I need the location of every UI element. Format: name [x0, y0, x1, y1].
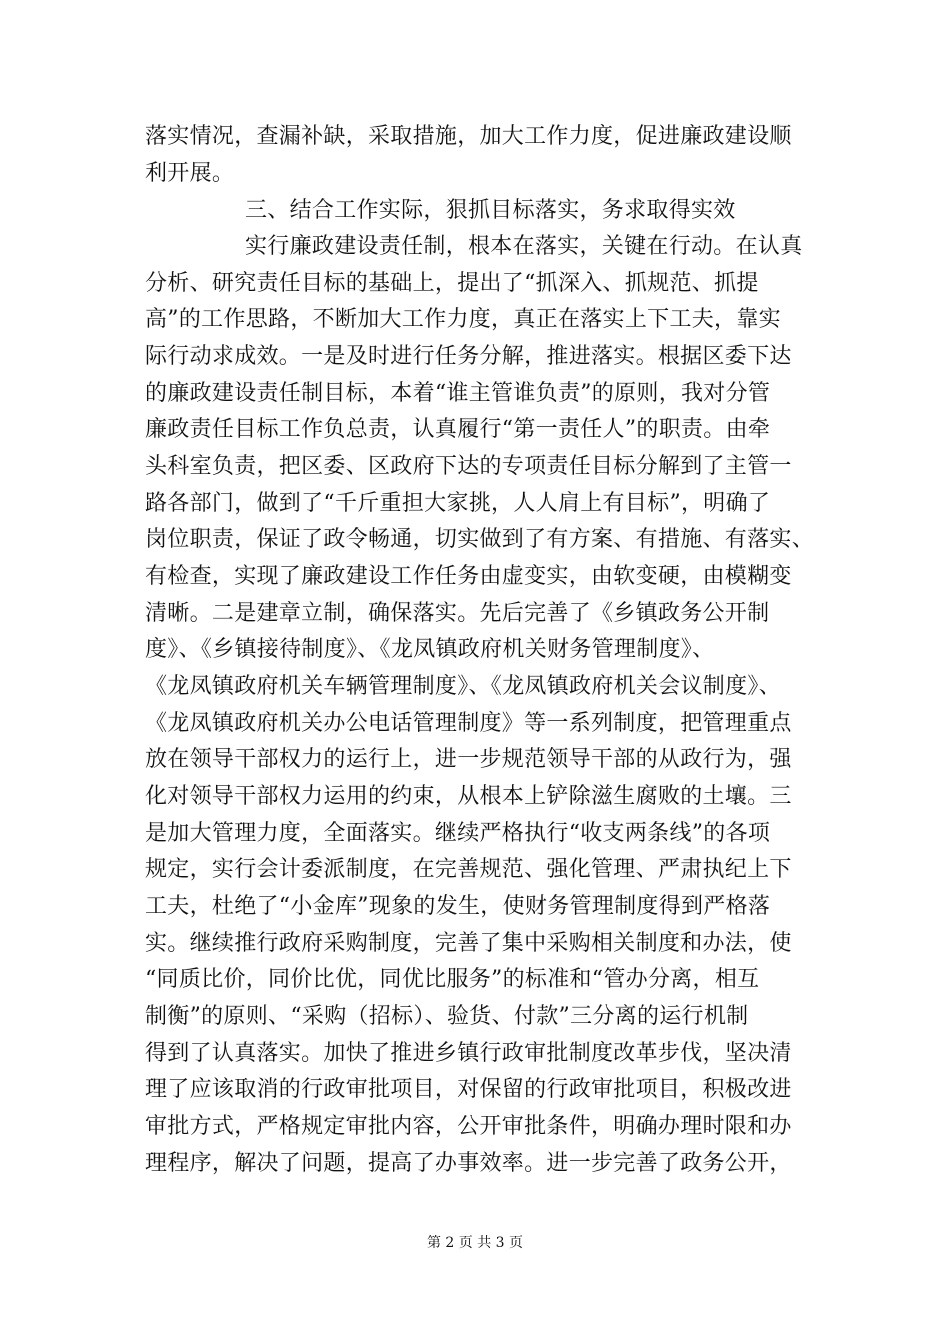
text-line: 清晰。二是建章立制，确保落实。先后完善了《乡镇政务公开制: [145, 601, 770, 626]
section-heading: 三、结合工作实际，狠抓目标落实，务求取得实效: [245, 198, 736, 223]
text-line: 审批方式，严格规定审批内容，公开审批条件，明确办理时限和办: [145, 1114, 792, 1139]
page-number: 第 2 页 共 3 页: [426, 1235, 524, 1251]
text-line: 路各部门，做到了“千斤重担大家挑，人人肩上有目标”，明确了: [145, 491, 771, 516]
text-line: 化对领导干部权力运用的约束，从根本上铲除滋生腐败的土壤。三: [145, 784, 792, 809]
text-line: 分析、研究责任目标的基础上，提出了“抓深入、抓规范、抓提: [145, 271, 759, 296]
text-line: 落实情况，查漏补缺，采取措施，加大工作力度，促进廉政建设顺: [145, 124, 792, 149]
text-line: 得到了认真落实。加快了推进乡镇行政审批制度改革步伐，坚决清: [145, 1041, 792, 1066]
text-line: 头科室负责，把区委、区政府下达的专项责任目标分解到了主管一: [145, 454, 792, 479]
text-line: 利开展。: [145, 161, 235, 186]
text-line: 的廉政建设责任制目标，本着“谁主管谁负责”的原则，我对分管: [145, 381, 771, 406]
text-line: 《龙凤镇政府机关车辆管理制度》、《龙凤镇政府机关会议制度》、: [145, 674, 782, 699]
text-line: 制衡”的原则、“采购（招标）、验货、付款”三分离的运行机制: [145, 1004, 749, 1029]
text-line: 高”的工作思路，不断加大工作力度，真正在落实上下工夫，靠实: [145, 307, 781, 332]
text-line: 有检查，实现了廉政建设工作任务由虚变实，由软变硬，由模糊变: [145, 564, 792, 589]
text-line: 《龙凤镇政府机关办公电话管理制度》等一系列制度，把管理重点: [145, 711, 792, 736]
text-line: 度》、《乡镇接待制度》、《龙凤镇政府机关财务管理制度》、: [145, 637, 715, 662]
text-line: 理了应该取消的行政审批项目，对保留的行政审批项目，积极改进: [145, 1077, 792, 1102]
text-line: 是加大管理力度，全面落实。继续严格执行“收支两条线”的各项: [145, 821, 771, 846]
text-line: 实行廉政建设责任制，根本在落实，关键在行动。在认真: [245, 234, 803, 259]
text-line: 廉政责任目标工作负总责，认真履行“第一责任人”的职责。由牵: [145, 417, 771, 442]
text-line: 规定，实行会计委派制度，在完善规范、强化管理、严肃执纪上下: [145, 857, 792, 882]
text-line: 实。继续推行政府采购制度，完善了集中采购相关制度和办法，使: [145, 931, 792, 956]
text-line: 放在领导干部权力的运行上，进一步规范领导干部的从政行为，强: [145, 747, 792, 772]
text-line: “同质比价，同价比优，同优比服务”的标准和“管办分离，相互: [145, 967, 760, 992]
text-line: 岗位职责，保证了政令畅通，切实做到了有方案、有措施、有落实、: [145, 527, 815, 552]
text-line: 理程序，解决了问题，提高了办事效率。进一步完善了政务公开，: [145, 1151, 792, 1176]
text-line: 工夫，杜绝了“小金库”现象的发生，使财务管理制度得到严格落: [145, 894, 771, 919]
text-line: 际行动求成效。一是及时进行任务分解，推进落实。根据区委下达: [145, 344, 792, 369]
